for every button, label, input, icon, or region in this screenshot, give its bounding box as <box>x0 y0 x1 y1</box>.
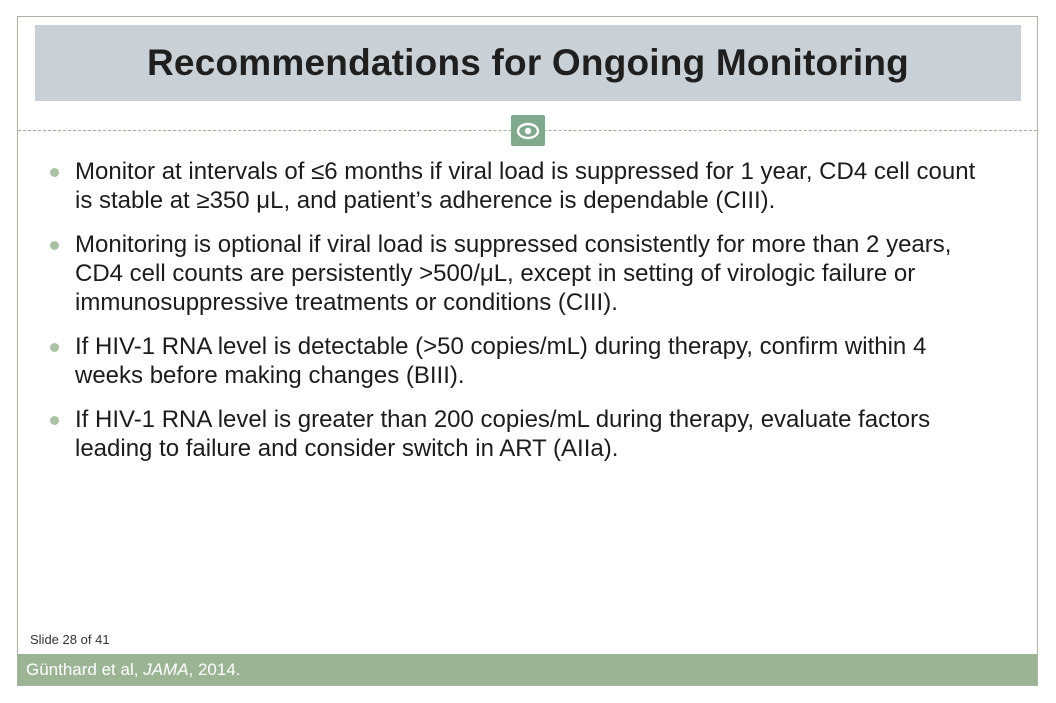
title-band <box>35 25 1021 101</box>
eye-icon-graphic <box>515 120 541 142</box>
citation-authors: Günthard et al, <box>26 659 144 679</box>
bullet-item <box>50 157 990 215</box>
bullet-text: If HIV-1 RNA level is detectable (>50 copies/mL) during therapy, confirm within 4 weeks before making changes (BIII). <box>75 333 927 389</box>
slide-counter-total: 41 <box>95 632 110 647</box>
bullet-text: If HIV-1 RNA level is greater than 200 copies/mL during therapy, evaluate factors leading to failure and consider switch in ART (AIIa). <box>75 406 931 462</box>
bullet-item <box>50 332 990 390</box>
citation <box>26 660 241 680</box>
bullet-dot <box>50 168 59 177</box>
slide-counter-current: 28 <box>62 632 78 647</box>
bullet-text: Monitor at intervals of ≤6 months if viral load is suppressed for 1 year, CD4 cell count is stable at ≥350 μL, and patient’s adherence is dependable (CIII). <box>75 158 976 214</box>
citation-journal: JAMA <box>143 659 189 679</box>
slide-counter <box>30 632 110 647</box>
bullet-dot <box>50 343 59 352</box>
slide-counter-prefix: Slide <box>30 632 59 647</box>
citation-year: , 2014. <box>188 659 241 679</box>
bullet-dot <box>50 416 59 425</box>
eye-icon <box>511 115 545 146</box>
bullet-item <box>50 230 990 317</box>
bullet-dot <box>50 241 59 250</box>
bullet-text: Monitoring is optional if viral load is suppressed consistently for more than 2 years, CD4 cell counts are persistently >500/μL, except in setting of virologic failure or immunosuppressive treatments or conditions (CIII). <box>75 231 952 316</box>
slide-counter-of: of <box>80 632 92 647</box>
bullet-item <box>50 405 990 463</box>
slide-title: Recommendations for Ongoing Monitoring <box>147 42 909 83</box>
footer-band <box>18 654 1037 685</box>
bullet-list <box>50 157 990 478</box>
